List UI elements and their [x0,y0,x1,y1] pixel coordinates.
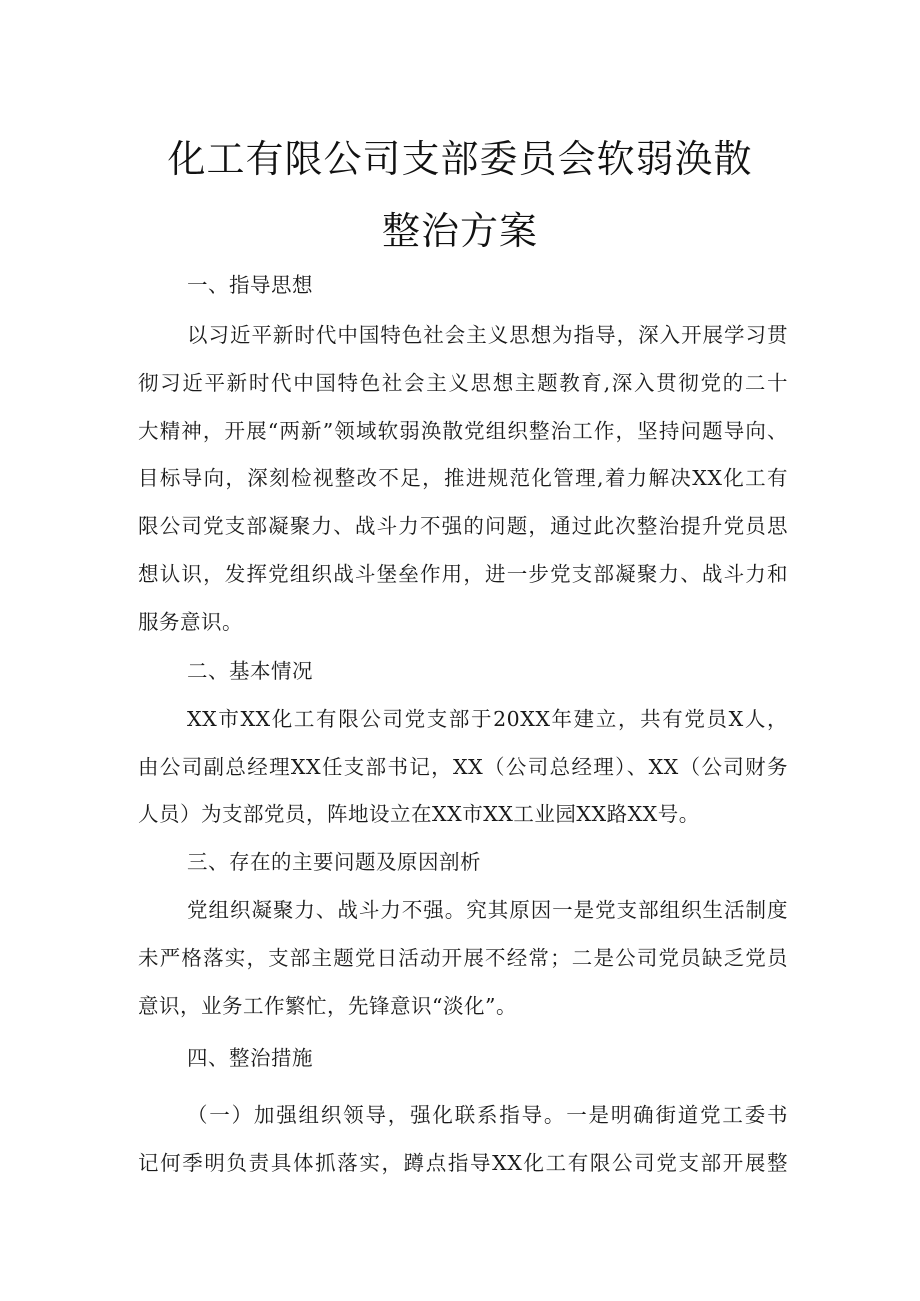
paragraph-line: 目标导向，深刻检视整改不足，推进规范化管理,着力解决XX化工有 [138,466,788,490]
paragraph-line: 意识，业务工作繁忙，先锋意识“淡化”。 [138,994,517,1018]
section-heading-main-problems: 三、存在的主要问题及原因剖析 [187,850,481,874]
section-heading-guiding-ideology: 一、指导思想 [187,273,313,297]
paragraph-line: 由公司副总经理XX任支部书记，XX（公司总经理）、XX（公司财务 [138,755,788,779]
paragraph-line: 记何季明负责具体抓落实，蹲点指导XX化工有限公司党支部开展整 [138,1151,788,1175]
paragraph-line: 彻习近平新时代中国特色社会主义思想主题教育,深入贯彻党的二十 [138,371,788,395]
document-title-line-2: 整治方案 [381,209,538,253]
paragraph-line: XX市XX化工有限公司党支部于20XX年建立，共有党员X人， [187,707,788,731]
paragraph-line: 想认识，发挥党组织战斗堡垒作用，进一步党支部凝聚力、战斗力和 [138,562,788,586]
section-heading-rectification-measures: 四、整治措施 [187,1046,313,1070]
paragraph-line: 以习近平新时代中国特色社会主义思想为指导，深入开展学习贯 [187,323,788,347]
paragraph-line: 未严格落实，支部主题党日活动开展不经常；二是公司党员缺乏党员 [138,946,788,970]
paragraph-line: 大精神，开展“两新”领域软弱涣散党组织整治工作，坚持问题导向、 [138,419,788,443]
paragraph-line: 服务意识。 [138,610,243,634]
paragraph-line: （一）加强组织领导，强化联系指导。一是明确街道党工委书 [187,1103,788,1127]
paragraph-line: 限公司党支部凝聚力、战斗力不强的问题，通过此次整治提升党员思 [138,514,788,538]
document-title-line-1: 化工有限公司支部委员会软弱涣散 [167,137,753,181]
paragraph-line: 人员）为支部党员，阵地设立在XX市XX工业园XX路XX号。 [138,802,700,826]
section-heading-basic-situation: 二、基本情况 [187,659,313,683]
paragraph-line: 党组织凝聚力、战斗力不强。究其原因一是党支部组织生活制度 [187,898,788,922]
